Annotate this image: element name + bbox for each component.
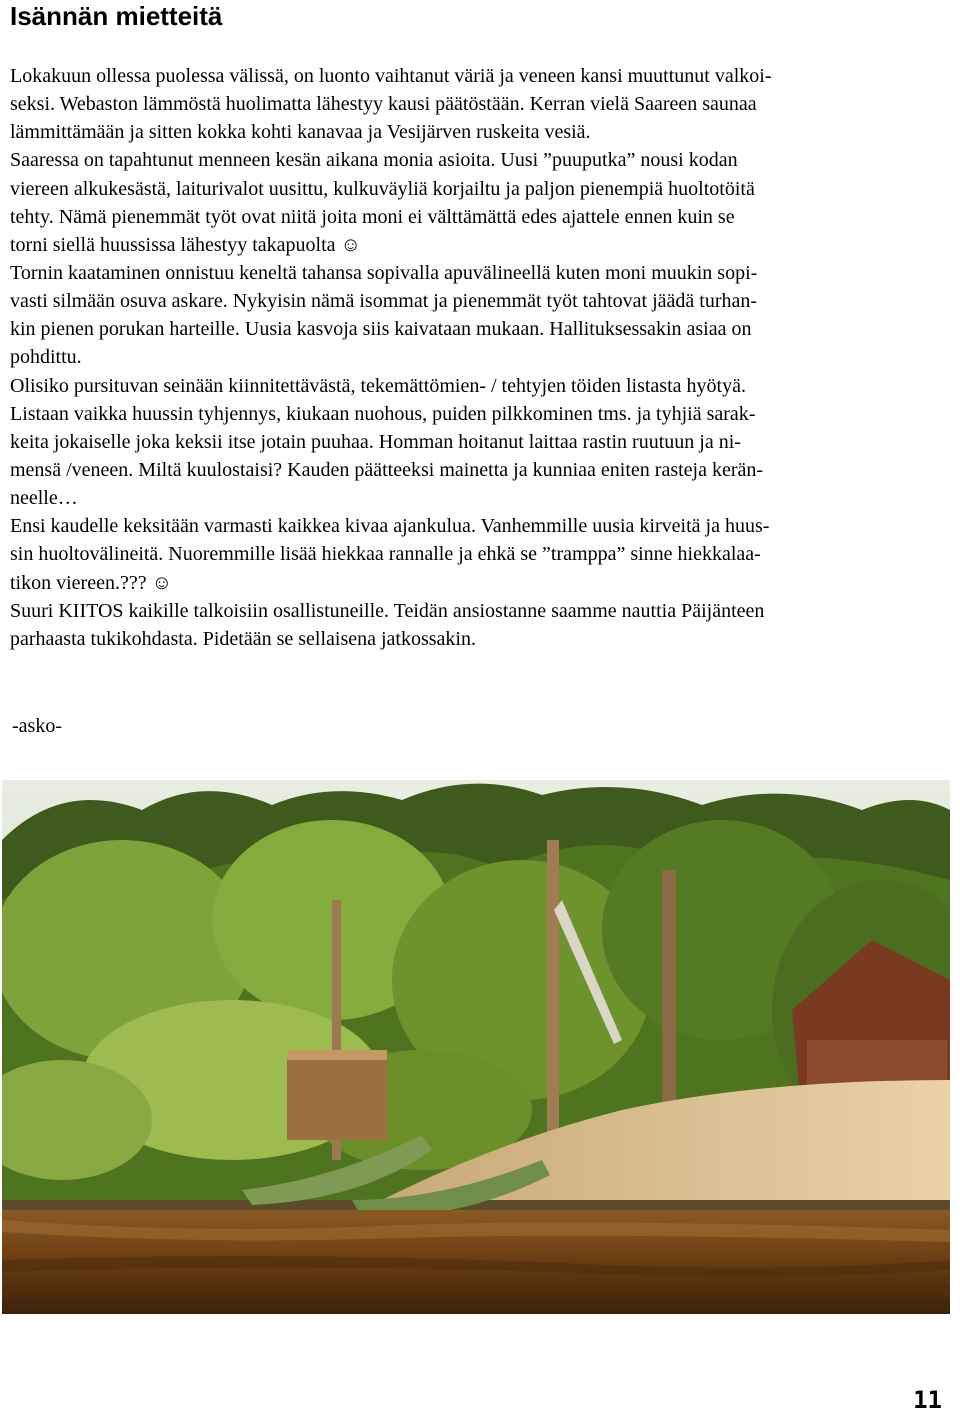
body-line: tikon viereen.??? ☺ (10, 571, 173, 594)
body-line: Suuri KIITOS kaikille talkoisiin osallistuneille. Teidän ansiostanne saamme nauttia Päijänteen (10, 599, 765, 622)
body-line: kin pienen porukan harteille. Uusia kasvoja siis kaivataan mukaan. Hallituksessakin asiaa on (10, 318, 752, 341)
body-line: Ensi kaudelle keksitään varmasti kaikkea kivaa ajankulua. Vanhemmille uusia kirveitä ja huus- (10, 515, 770, 538)
body-line: Listaan vaikka huussin tyhjennys, kiukaan nuohous, puiden pilkkominen tms. ja tyhjiä sarak- (10, 402, 756, 425)
body-line: keita jokaiselle joka keksii itse jotain puuhaa. Homman hoitanut laittaa rastin ruutuun ja ni- (10, 430, 741, 453)
body-line: mensä /veneen. Miltä kuulostaisi? Kauden päätteeksi mainetta ja kunniaa eniten rasteja kerän- (10, 458, 764, 481)
body-line: vasti silmään osuva askare. Nykyisin nämä isommat ja pienemmät työt tahtovat jäädä turhan- (10, 290, 758, 313)
lakeshore-photo-illustration (2, 780, 950, 1314)
body-line: pohdittu. (10, 346, 82, 369)
body-line: seksi. Webaston lämmöstä huolimatta lähestyy kausi päätöstään. Kerran vielä Saareen saunaa (10, 93, 757, 116)
page-number: 11 (913, 1386, 942, 1414)
signature: -asko- (12, 715, 62, 737)
body-line: tehty. Nämä pienemmät työt ovat niitä joita moni ei välttämättä edes ajattele ennen kuin se (10, 205, 735, 228)
body-line: Lokakuun ollessa puolessa välissä, on luonto vaihtanut väriä ja veneen kansi muuttunut valkoi- (10, 65, 772, 87)
lakeshore-photo (2, 780, 950, 1314)
body-line: neelle… (10, 487, 78, 510)
body-line: lämmittämään ja sitten kokka kohti kanavaa ja Vesijärven ruskeita vesiä. (10, 121, 591, 144)
body-line: torni siellä huussissa lähestyy takapuolta ☺ (10, 233, 361, 256)
body-line: Tornin kaataminen onnistuu keneltä tahansa sopivalla apuvälineellä kuten moni muukin sopi- (10, 261, 758, 284)
body-line: sin huoltovälineitä. Nuoremmille lisää hiekkaa rannalle ja ehkä se ”tramppa” sinne hiekkalaa- (10, 543, 761, 566)
body-line: Olisiko pursituvan seinään kiinnitettävästä, tekemättömien- / tehtyjen töiden listasta hyötyä. (10, 374, 746, 397)
page-title: Isännän mietteitä (10, 1, 223, 31)
body-line: Saaressa on tapahtunut menneen kesän aikana monia asioita. Uusi ”puuputka” nousi kodan (10, 149, 738, 172)
body-line: parhaasta tukikohdasta. Pidetään se sellaisena jatkossakin. (10, 627, 476, 650)
body-line: viereen alkukesästä, laiturivalot uusittu, kulkuväyliä korjailtu ja paljon pienempiä huoltotöitä (10, 177, 755, 200)
article-body (10, 62, 945, 653)
